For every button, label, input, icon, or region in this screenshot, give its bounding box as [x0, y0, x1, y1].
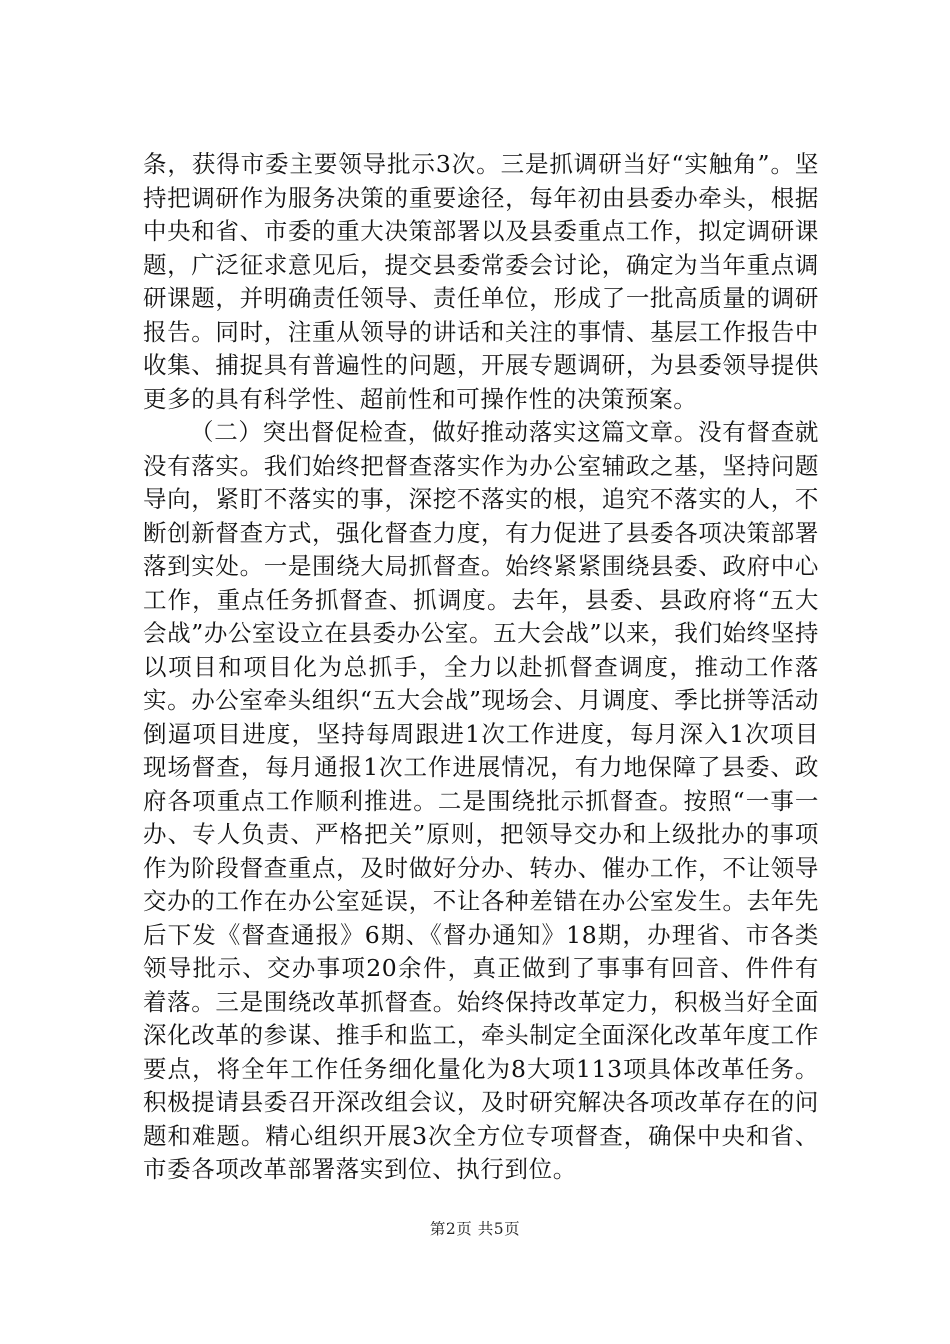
- paragraph-research: 条，获得市委主要领导批示3次。三是抓调研当好“实触角”。坚持把调研作为服务决策的重要途径，每年初由县委办牵头，根据中央和省、市委的重大决策部署以及县委重点工作，拟定调研课题，广泛征求意见后，提交县委常委会讨论，确定为当年重点调研课题，并明确责任领导、责任单位，形成了一批高质量的调研报告。同时，注重从领导的讲话和关注的事情、基层工作报告中收集、捕捉具有普遍性的问题，开展专题调研，为县委领导提供更多的具有科学性、超前性和可操作性的决策预案。: [143, 150, 819, 413]
- paragraph-supervision: （二）突出督促检查，做好推动落实这篇文章。没有督查就没有落实。我们始终把督查落实作为办公室辅政之基，坚持问题导向，紧盯不落实的事，深挖不落实的根，追究不落实的人，不断创新督查方式，强化督查力度，有力促进了县委各项决策部署落到实处。一是围绕大局抓督查。始终紧紧围绕县委、政府中心工作，重点任务抓督查、抓调度。去年，县委、县政府将“五大会战”办公室设立在县委办公室。五大会战”以来，我们始终坚持以项目和项目化为总抓手，全力以赴抓督查调度，推动工作落实。办公室牵头组织“五大会战”现场会、月调度、季比拼等活动倒逼项目进度，坚持每周跟进1次工作进度，每月深入1次项目现场督查，每月通报1次工作进展情况，有力地保障了县委、政府各项重点工作顺利推进。二是围绕批示抓督查。按照“一事一办、专人负责、严格把关”原则，把领导交办和上级批办的事项作为阶段督查重点，及时做好分办、转办、催办工作，不让领导交办的工作在办公室延误，不让各种差错在办公室发生。去年先后下发《督查通报》6期、《督办通知》18期，办理省、市各类领导批示、交办事项20余件，真正做到了事事有回音、件件有着落。三是围绕改革抓督查。始终保持改革定力，积极当好全面深化改革的参谋、推手和监工，牵头制定全面深化改革年度工作要点，将全年工作任务细化量化为8大项113项具体改革任务。积极提请县委召开深改组会议，及时研究解决各项改革存在的问题和难题。精心组织开展3次全方位专项督查，确保中央和省、市委各项改革部署落实到位、执行到位。: [143, 418, 819, 1183]
- document-body: [143, 148, 819, 1187]
- page-footer: 第2页 共5页: [429, 1220, 521, 1238]
